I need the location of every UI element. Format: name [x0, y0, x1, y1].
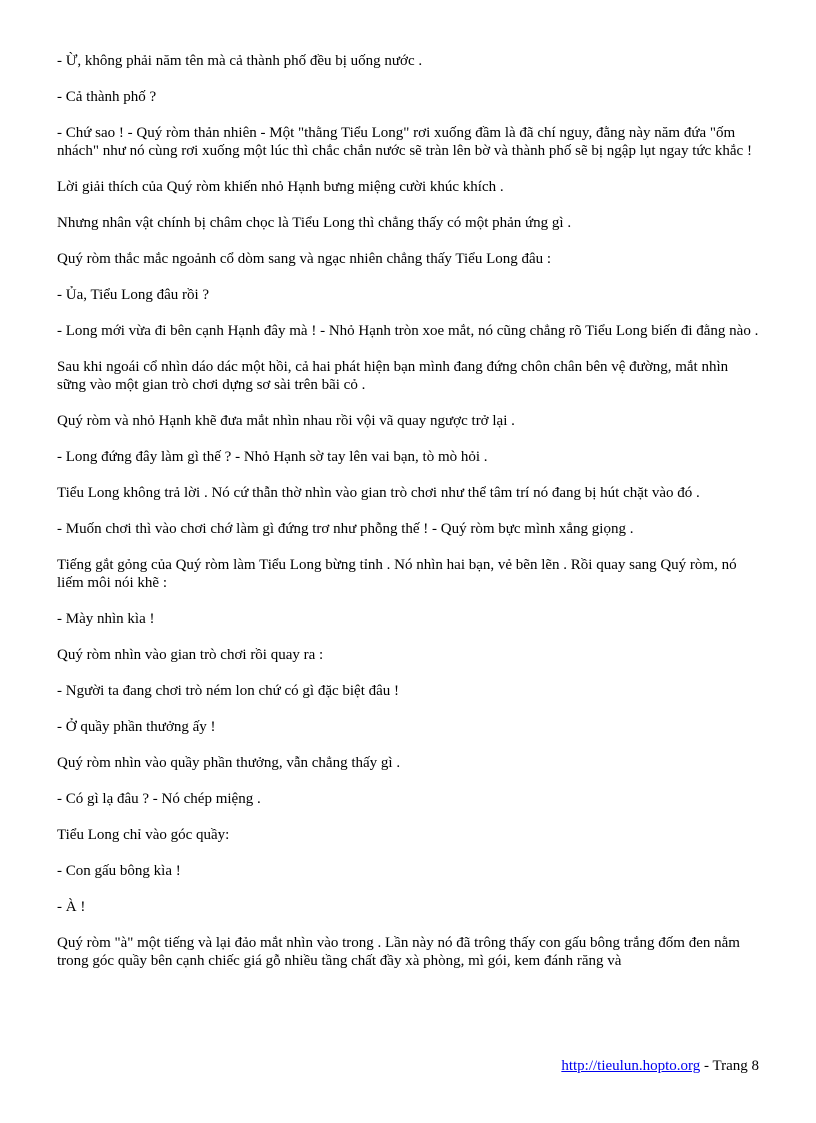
- page-footer: [57, 1057, 759, 1075]
- paragraph-21: Tiểu Long chỉ vào góc quầy:: [57, 827, 230, 843]
- paragraph-13: - Muốn chơi thì vào chơi chớ làm gì đứng trơ như phỗng thế ! - Quý ròm bực mình xẳng giọng .: [57, 521, 634, 537]
- paragraph-18: - Ở quầy phần thưởng ấy !: [57, 719, 216, 735]
- paragraph-4: Lời giải thích của Quý ròm khiến nhỏ Hạnh bưng miệng cười khúc khích .: [57, 179, 504, 195]
- paragraph-24: Quý ròm "à" một tiếng và lại đảo mắt nhìn vào trong . Lần này nó đã trông thấy con gấu bông trắng đốm đen nằm trong góc quầy bên cạnh chiếc giá gỗ nhiều tầng chất đầy xà phòng, mì gói, kem đánh răng và: [57, 935, 740, 969]
- paragraph-7: - Ủa, Tiểu Long đâu rồi ?: [57, 287, 210, 303]
- paragraph-23: - À !: [57, 899, 86, 915]
- document-body: [57, 52, 759, 988]
- paragraph-8: - Long mới vừa đi bên cạnh Hạnh đây mà ! - Nhỏ Hạnh tròn xoe mắt, nó cũng chẳng rõ Tiểu Long biến đi đằng nào .: [57, 323, 759, 339]
- paragraph-15: - Mày nhìn kìa !: [57, 611, 155, 627]
- paragraph-11: - Long đứng đây làm gì thế ? - Nhỏ Hạnh sờ tay lên vai bạn, tò mò hỏi .: [57, 449, 488, 465]
- paragraph-19: Quý ròm nhìn vào quầy phần thưởng, vẫn chẳng thấy gì .: [57, 755, 401, 771]
- paragraph-16: Quý ròm nhìn vào gian trò chơi rồi quay ra :: [57, 647, 324, 663]
- paragraph-22: - Con gấu bông kìa !: [57, 863, 181, 879]
- paragraph-10: Quý ròm và nhỏ Hạnh khẽ đưa mắt nhìn nhau rồi vội vã quay ngược trở lại .: [57, 413, 515, 429]
- paragraph-17: - Người ta đang chơi trò ném lon chứ có gì đặc biệt đâu !: [57, 683, 400, 699]
- paragraph-12: Tiểu Long không trả lời . Nó cứ thẫn thờ nhìn vào gian trò chơi như thể tâm trí nó đang bị hút chặt vào đó .: [57, 485, 700, 501]
- paragraph-14: Tiếng gắt gỏng của Quý ròm làm Tiểu Long bừng tỉnh . Nó nhìn hai bạn, vẻ bẽn lẽn . Rồi quay sang Quý ròm, nó liếm môi nói khẽ :: [57, 557, 737, 591]
- paragraph-20: - Có gì lạ đâu ? - Nó chép miệng .: [57, 791, 261, 807]
- footer-link[interactable]: http://tieulun.hopto.org: [561, 1058, 701, 1074]
- paragraph-9: Sau khi ngoái cổ nhìn dáo dác một hồi, cả hai phát hiện bạn mình đang đứng chôn chân bên vệ đường, mắt nhìn sững vào một gian trò chơi dựng sơ sài trên bãi cỏ .: [57, 359, 729, 393]
- paragraph-1: - Ừ, không phải năm tên mà cả thành phố đều bị uống nước .: [57, 53, 423, 69]
- paragraph-6: Quý ròm thắc mắc ngoảnh cổ dòm sang và ngạc nhiên chẳng thấy Tiểu Long đâu :: [57, 251, 552, 267]
- paragraph-2: - Cả thành phố ?: [57, 89, 157, 105]
- page-number: - Trang 8: [700, 1058, 759, 1074]
- paragraph-3: - Chứ sao ! - Quý ròm thản nhiên - Một "thằng Tiểu Long" rơi xuống đầm là đã chí nguy, đằng này năm đứa "ốm nhách" như nó cùng rơi xuống một lúc thì chắc chắn nước sẽ tràn lên bờ và thành phố sẽ bị ngập lụt ngay tức khắc !: [57, 125, 752, 159]
- paragraph-5: Nhưng nhân vật chính bị châm chọc là Tiểu Long thì chẳng thấy có một phản ứng gì .: [57, 215, 572, 231]
